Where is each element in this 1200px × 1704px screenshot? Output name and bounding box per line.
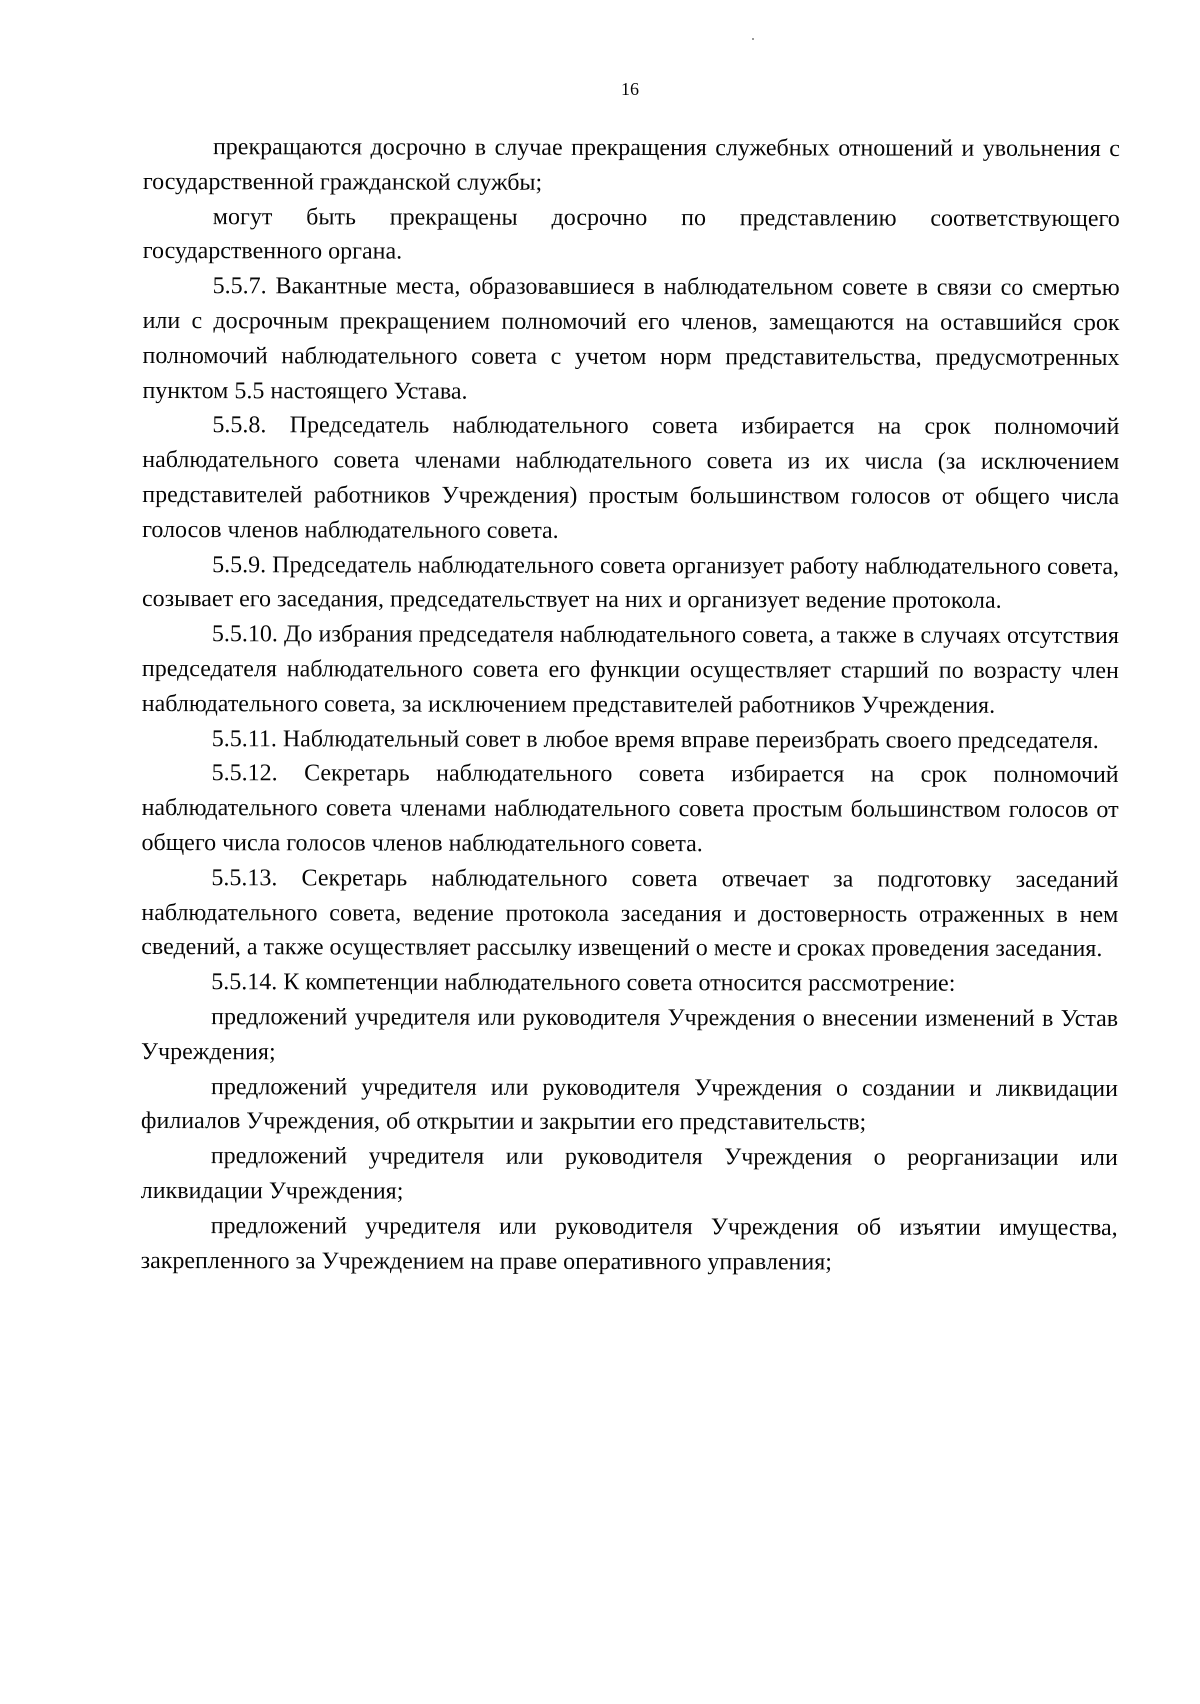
clause-5-5-9: 5.5.9. Председатель наблюдательного совета организует работу наблюдательного совета, созывает его заседания, председательствует на них и организует ведение протокола. — [141, 551, 1120, 615]
clause-5-5-8: 5.5.8. Председатель наблюдательного совета избирается на срок полномочий наблюдательного совета членами наблюдательного совета из их числа (за исключением представителей работников Учреждения) простым большинством голосов от общего числа голосов членов наблюдательного совета. — [142, 412, 1120, 544]
paragraph: прекращаются досрочно в случае прекращения служебных отношений и увольнения с государственной гражданской службы; — [142, 134, 1120, 196]
clause-5-5-11: 5.5.11. Наблюдательный совет в любое время вправе переизбрать своего председателя. — [211, 725, 1099, 754]
page-number: 16 — [621, 79, 639, 99]
competence-item: предложений учредителя или руководителя Учреждения о создании и ликвидации филиалов Учреждения, об открытии и закрытии его представительств; — [140, 1073, 1119, 1136]
clause-5-5-7: 5.5.7. Вакантные места, образовавшиеся в наблюдательном совете в связи со смертью или с досрочным прекращением полномочий его членов, замещаются на оставшийся срок полномочий наблюдательного совета с учетом норм представительства, предусмотренных пунктом 5.5 настоящего Устава. — [142, 273, 1120, 405]
competence-item: предложений учредителя или руководителя Учреждения об изъятии имущества, закрепленного за Учреждением на праве оперативного управления; — [140, 1212, 1118, 1275]
charter-text-body — [141, 130, 1120, 1280]
competence-item: предложений учредителя или руководителя Учреждения о реорганизации или ликвидации Учреждения; — [140, 1143, 1118, 1205]
clause-5-5-12: 5.5.12. Секретарь наблюдательного совета избирается на срок полномочий наблюдательного совета членами наблюдательного совета простым большинством голосов от общего числа голосов членов наблюдательного совета. — [141, 760, 1119, 858]
clause-5-5-10: 5.5.10. До избрания председателя наблюдательного совета, а также в случаях отсутствия председателя наблюдательного совета его функции осуществляет старший по возрасту член наблюдательного совета, за исключением представителей работников Учреждения. — [141, 621, 1119, 719]
paragraph: могут быть прекращены досрочно по представлению соответствующего государственного органа. — [142, 203, 1120, 265]
scan-speck — [752, 38, 754, 40]
clause-5-5-14: 5.5.14. К компетенции наблюдательного совета относится рассмотрение: — [211, 969, 956, 997]
competence-item: предложений учредителя или руководителя Учреждения о внесении изменений в Устав Учреждения; — [141, 1004, 1119, 1065]
clause-5-5-13: 5.5.13. Секретарь наблюдательного совета отвечает за подготовку заседаний наблюдательного совета, ведение протокола заседания и достоверность отраженных в нем сведений, а также осуществляет рассылку извещений о месте и сроках проведения заседания. — [141, 864, 1119, 963]
